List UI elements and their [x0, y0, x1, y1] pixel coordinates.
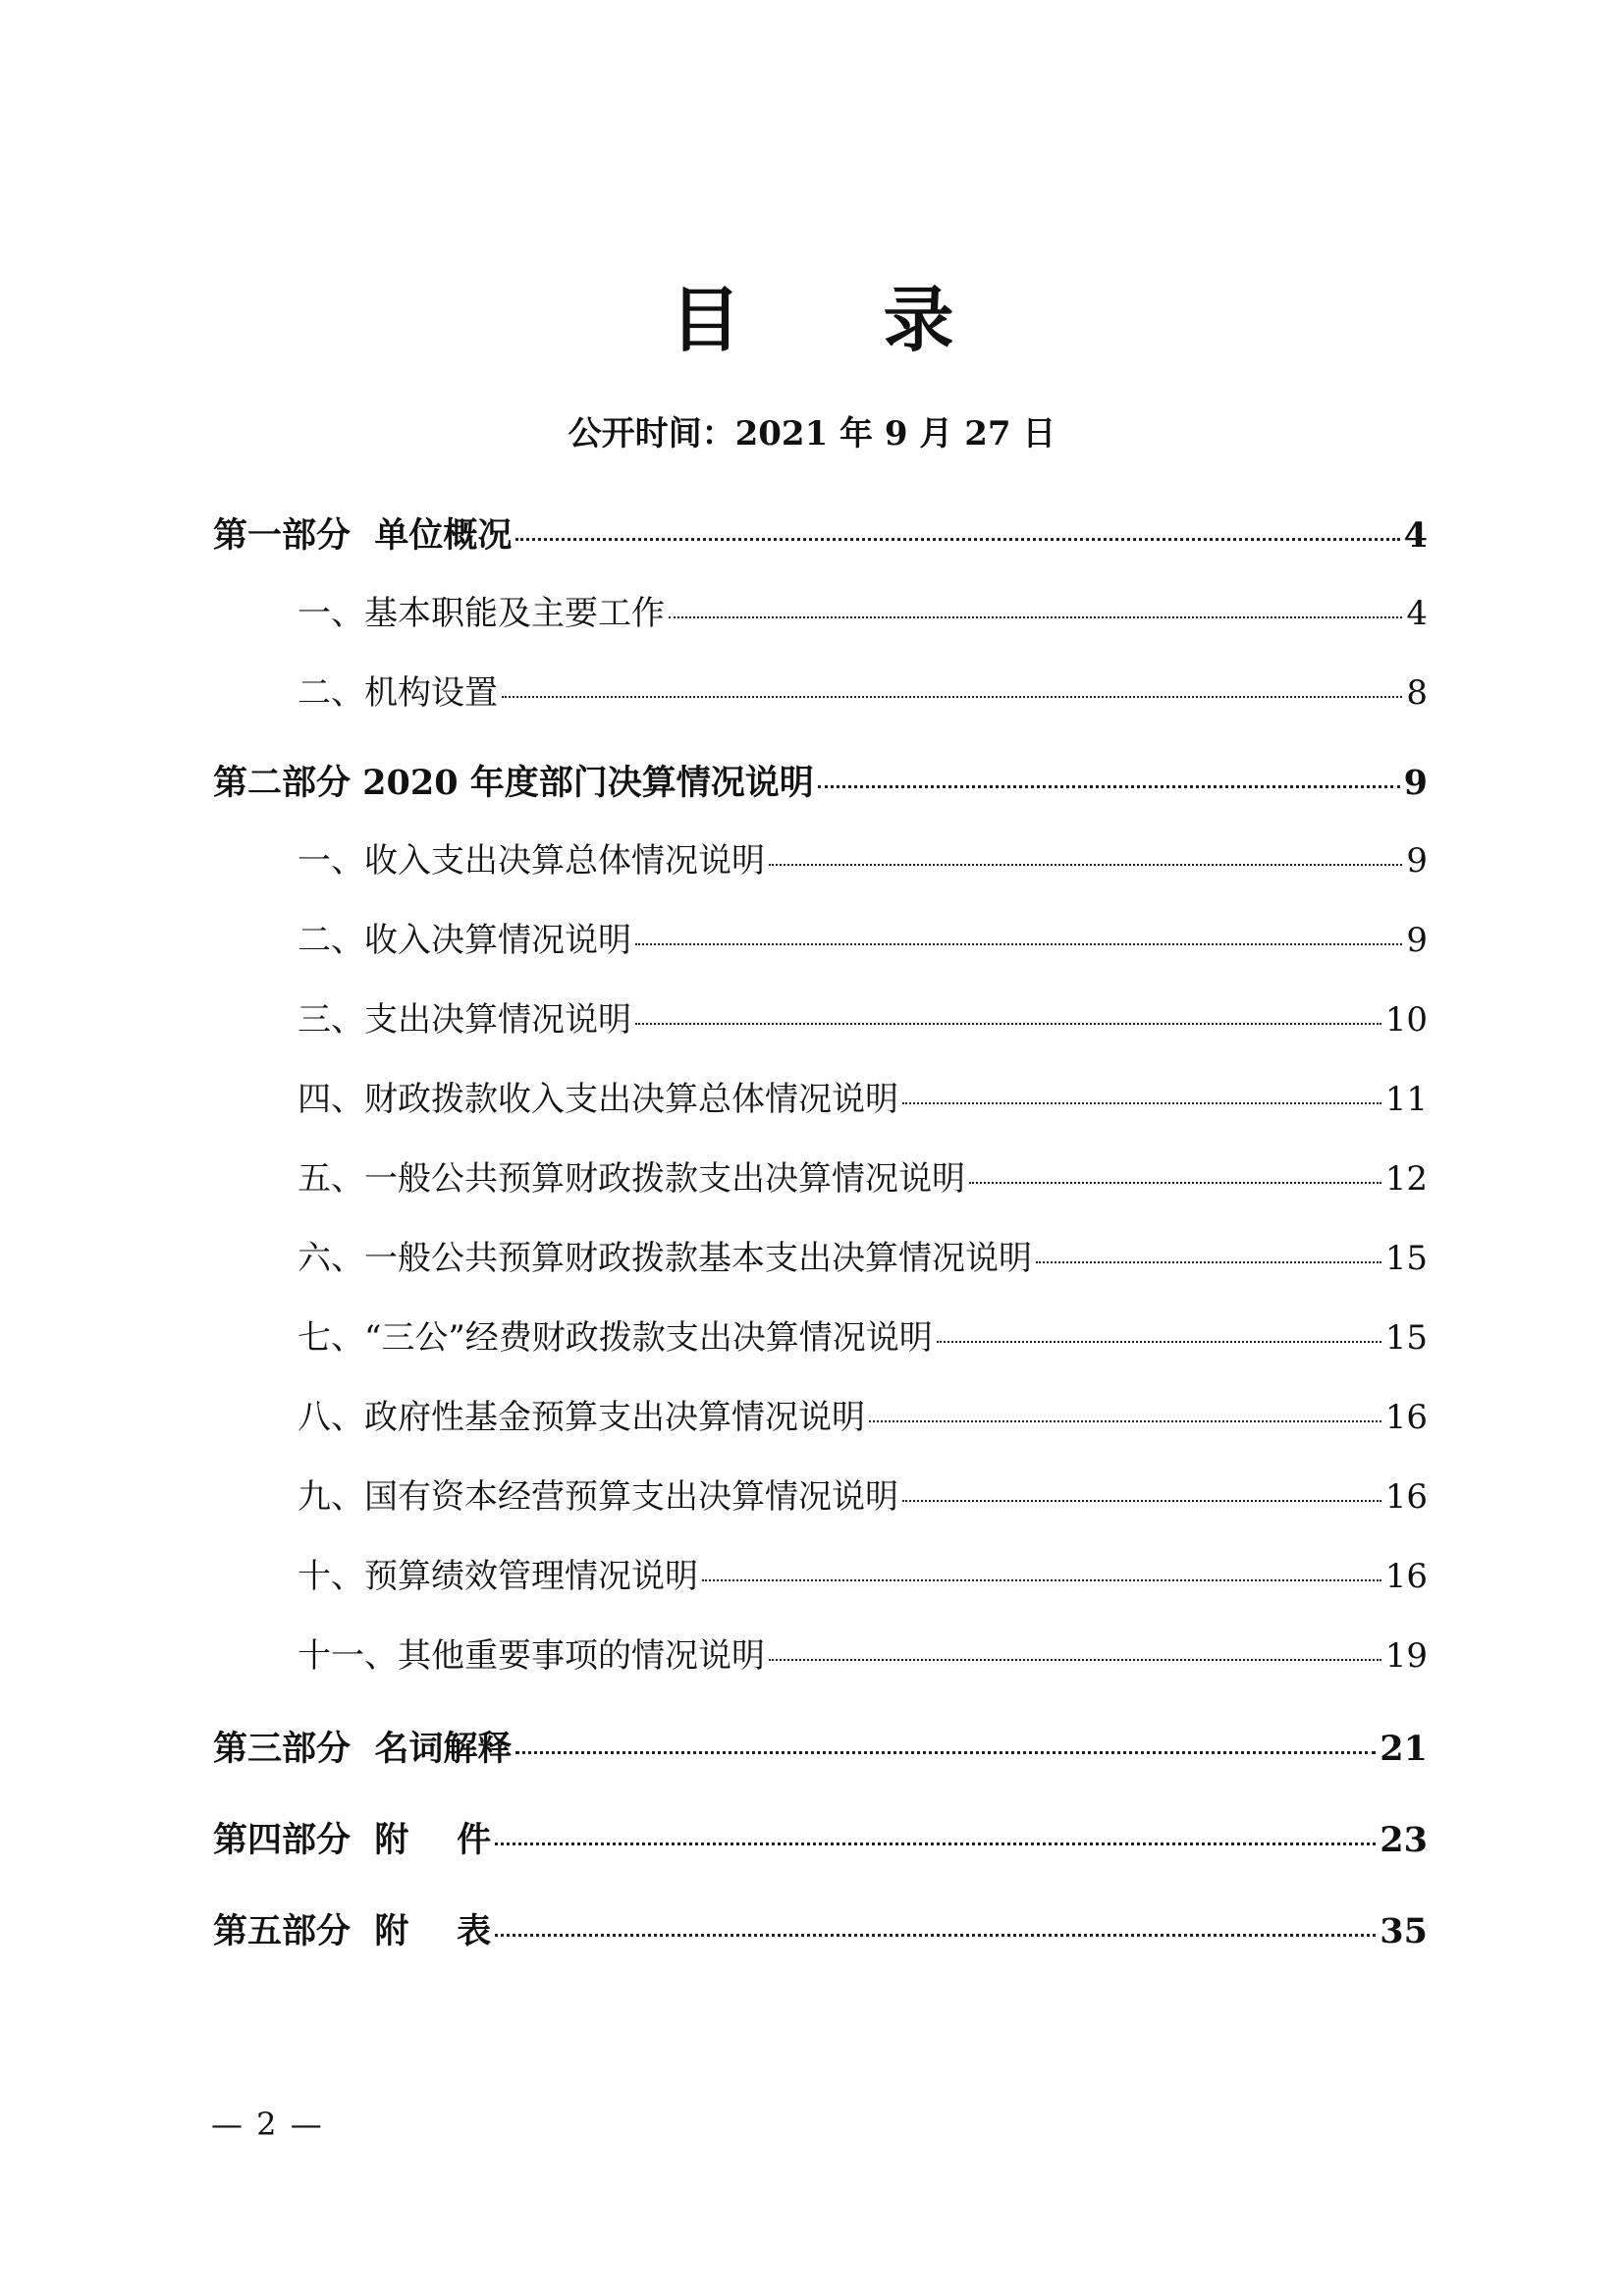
toc-entry-section[interactable]	[298, 594, 1428, 633]
dot-leader	[635, 1023, 1381, 1025]
dot-leader	[669, 616, 1402, 618]
toc-entry-label: 二、收入决算情况说明	[298, 921, 631, 960]
toc-entry-page: 4	[1403, 515, 1428, 556]
toc-entry-label: 十一、其他重要事项的情况说明	[298, 1636, 765, 1676]
toc-entry-label: 四、财政拨款收入支出决算总体情况说明	[298, 1080, 898, 1119]
toc-entry-label: 第五部分 附 表	[213, 1911, 492, 1951]
toc-entry-page: 19	[1384, 1636, 1428, 1676]
toc-entry-page: 9	[1406, 921, 1428, 960]
toc-entry-page: 16	[1384, 1398, 1428, 1437]
toc-entry-label: 第四部分 附 件	[213, 1820, 492, 1860]
toc-entry-label: 九、国有资本经营预算支出决算情况说明	[298, 1477, 898, 1517]
dot-leader	[515, 538, 1399, 541]
dot-leader	[1036, 1261, 1381, 1263]
dot-leader	[495, 1934, 1376, 1937]
toc-entry-label: 第三部分 名词解释	[213, 1729, 513, 1769]
toc-entry-section[interactable]	[298, 1636, 1428, 1676]
dot-leader	[495, 1842, 1376, 1845]
toc-entry-page: 9	[1406, 841, 1428, 881]
page-title: 目 录	[670, 278, 1013, 361]
toc-entry-part-1[interactable]	[213, 515, 1428, 556]
toc-entry-page: 11	[1384, 1080, 1428, 1119]
dot-leader	[502, 696, 1402, 698]
page-number-footer: — 2 —	[211, 2106, 324, 2143]
toc-entry-section[interactable]	[298, 1318, 1428, 1358]
toc-entry-section[interactable]	[298, 1080, 1428, 1119]
toc-entry-label: 三、支出决算情况说明	[298, 1000, 631, 1040]
toc-entry-label: 十、预算绩效管理情况说明	[298, 1557, 698, 1596]
toc-entry-page: 4	[1406, 594, 1428, 633]
toc-entry-section[interactable]	[298, 1477, 1428, 1517]
toc-entry-page: 9	[1403, 763, 1428, 803]
dot-leader	[635, 943, 1402, 945]
dot-leader	[769, 1659, 1381, 1661]
toc-entry-label: 五、一般公共预算财政拨款支出决算情况说明	[298, 1159, 965, 1199]
toc-entry-page: 15	[1384, 1318, 1428, 1358]
dot-leader	[902, 1102, 1381, 1104]
toc-entry-page: 16	[1384, 1557, 1428, 1596]
toc-entry-part-4[interactable]	[213, 1820, 1428, 1860]
dot-leader	[902, 1500, 1381, 1502]
toc-entry-label: 六、一般公共预算财政拨款基本支出决算情况说明	[298, 1239, 1032, 1278]
toc-entry-page: 23	[1380, 1820, 1428, 1860]
dot-leader	[515, 1751, 1376, 1754]
dot-leader	[818, 785, 1400, 788]
toc-entry-page: 15	[1384, 1239, 1428, 1278]
publish-date: 公开时间：2021 年 9 月 27 日	[568, 414, 1056, 454]
toc-entry-page: 21	[1380, 1729, 1428, 1769]
dot-leader	[969, 1182, 1381, 1184]
toc-entry-label: 第二部分 2020 年度部门决算情况说明	[213, 763, 814, 803]
toc-entry-section[interactable]	[298, 1398, 1428, 1437]
dot-leader	[702, 1579, 1381, 1581]
toc-entry-part-2[interactable]	[213, 763, 1428, 803]
toc-entry-section[interactable]	[298, 1000, 1428, 1040]
toc-entry-label: 八、政府性基金预算支出决算情况说明	[298, 1398, 865, 1437]
toc-entry-section[interactable]	[298, 841, 1428, 881]
toc-entry-page: 12	[1384, 1159, 1428, 1199]
toc-entry-label: 一、收入支出决算总体情况说明	[298, 841, 765, 881]
toc-entry-page: 8	[1406, 673, 1428, 713]
dot-leader	[769, 864, 1402, 866]
dot-leader	[937, 1341, 1381, 1343]
toc-entry-page: 35	[1380, 1911, 1428, 1951]
dot-leader	[869, 1420, 1381, 1422]
toc-entry-section[interactable]	[298, 1159, 1428, 1199]
toc-entry-part-5[interactable]	[213, 1911, 1428, 1951]
toc-entry-label: 第一部分 单位概况	[213, 515, 513, 556]
toc-entry-label: 一、基本职能及主要工作	[298, 594, 665, 633]
toc-entry-section[interactable]	[298, 921, 1428, 960]
toc-entry-page: 16	[1384, 1477, 1428, 1517]
toc-entry-part-3[interactable]	[213, 1729, 1428, 1769]
toc-entry-section[interactable]	[298, 1557, 1428, 1596]
toc-entry-section[interactable]	[298, 673, 1428, 713]
toc-entry-label: 二、机构设置	[298, 673, 498, 713]
toc-entry-label: 七、“三公”经费财政拨款支出决算情况说明	[298, 1318, 933, 1358]
toc-entry-page: 10	[1384, 1000, 1428, 1040]
toc-entry-section[interactable]	[298, 1239, 1428, 1278]
